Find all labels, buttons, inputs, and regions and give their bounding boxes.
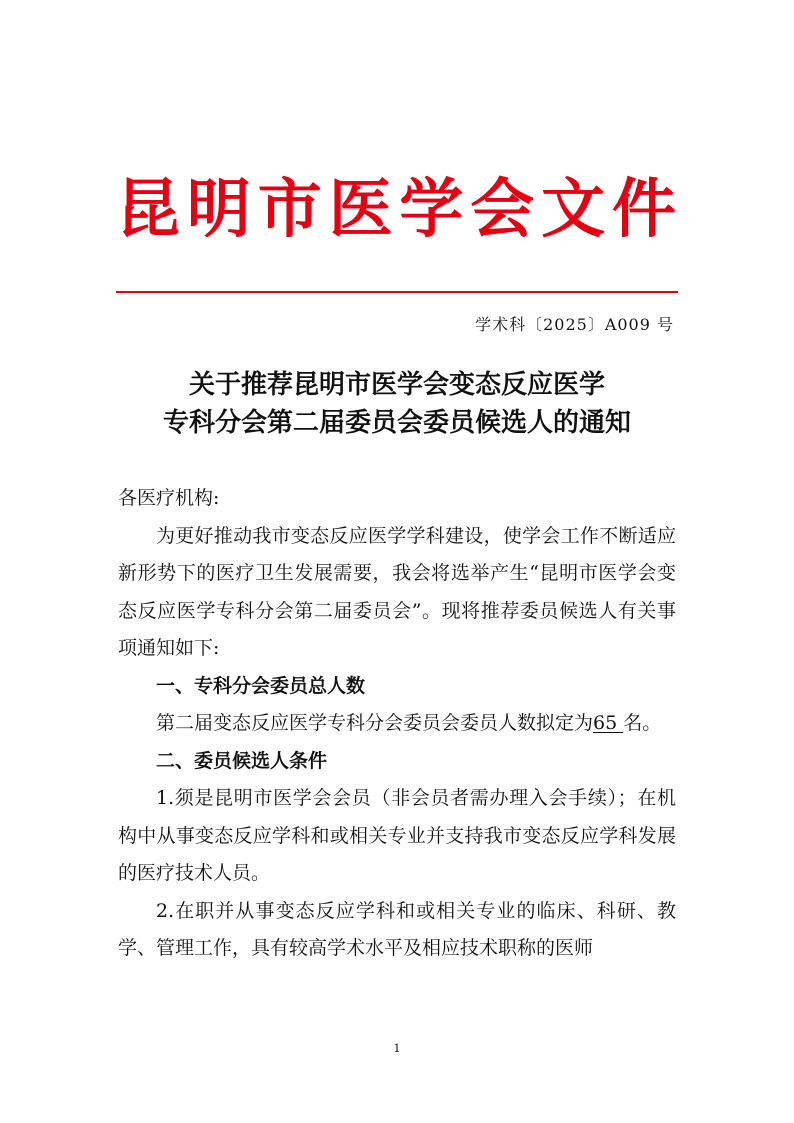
- section-1-text-end: 名。: [623, 712, 662, 734]
- section-2-heading: 二、委员候选人条件: [156, 749, 328, 772]
- header-divider: [116, 291, 678, 293]
- notice-title-line-2: 专科分会第二届委员会委员候选人的通知: [162, 408, 631, 438]
- document-header-title: 昆明市医学会文件: [116, 173, 678, 247]
- document-number: 学术科〔2025〕A009 号: [475, 315, 674, 334]
- intro-paragraph: 为更好推动我市变态反应医学学科建设，使学会工作不断适应新形势下的医疗卫生发展需要，我会将选举产生“昆明市医学会变态反应医学专科分会第二届委员会”。现将推荐委员候选人有关事项通知如下:: [118, 524, 676, 659]
- condition-1: 1.须是昆明市医学会会员（非会员者需办理入会手续）；在机构中从事变态反应学科和或相关专业并支持我市变态反应学科发展的医疗技术人员。: [118, 787, 676, 884]
- salutation: 各医疗机构:: [118, 487, 220, 509]
- condition-2: 2.在职并从事变态反应学科和或相关专业的临床、科研、教学、管理工作，具有较高学术水平及相应技术职称的医师: [118, 899, 676, 959]
- notice-body: [118, 480, 676, 968]
- member-count: 65: [593, 712, 624, 734]
- section-1-text: 第二届变态反应医学专科分会委员会委员人数拟定为: [156, 712, 594, 734]
- section-1-heading: 一、专科分会委员总人数: [156, 674, 366, 697]
- page-number: 1: [393, 1042, 401, 1055]
- notice-title: [116, 366, 678, 442]
- notice-title-line-1: 关于推荐昆明市医学会变态反应医学: [188, 370, 605, 400]
- section-1-paragraph: [118, 705, 676, 743]
